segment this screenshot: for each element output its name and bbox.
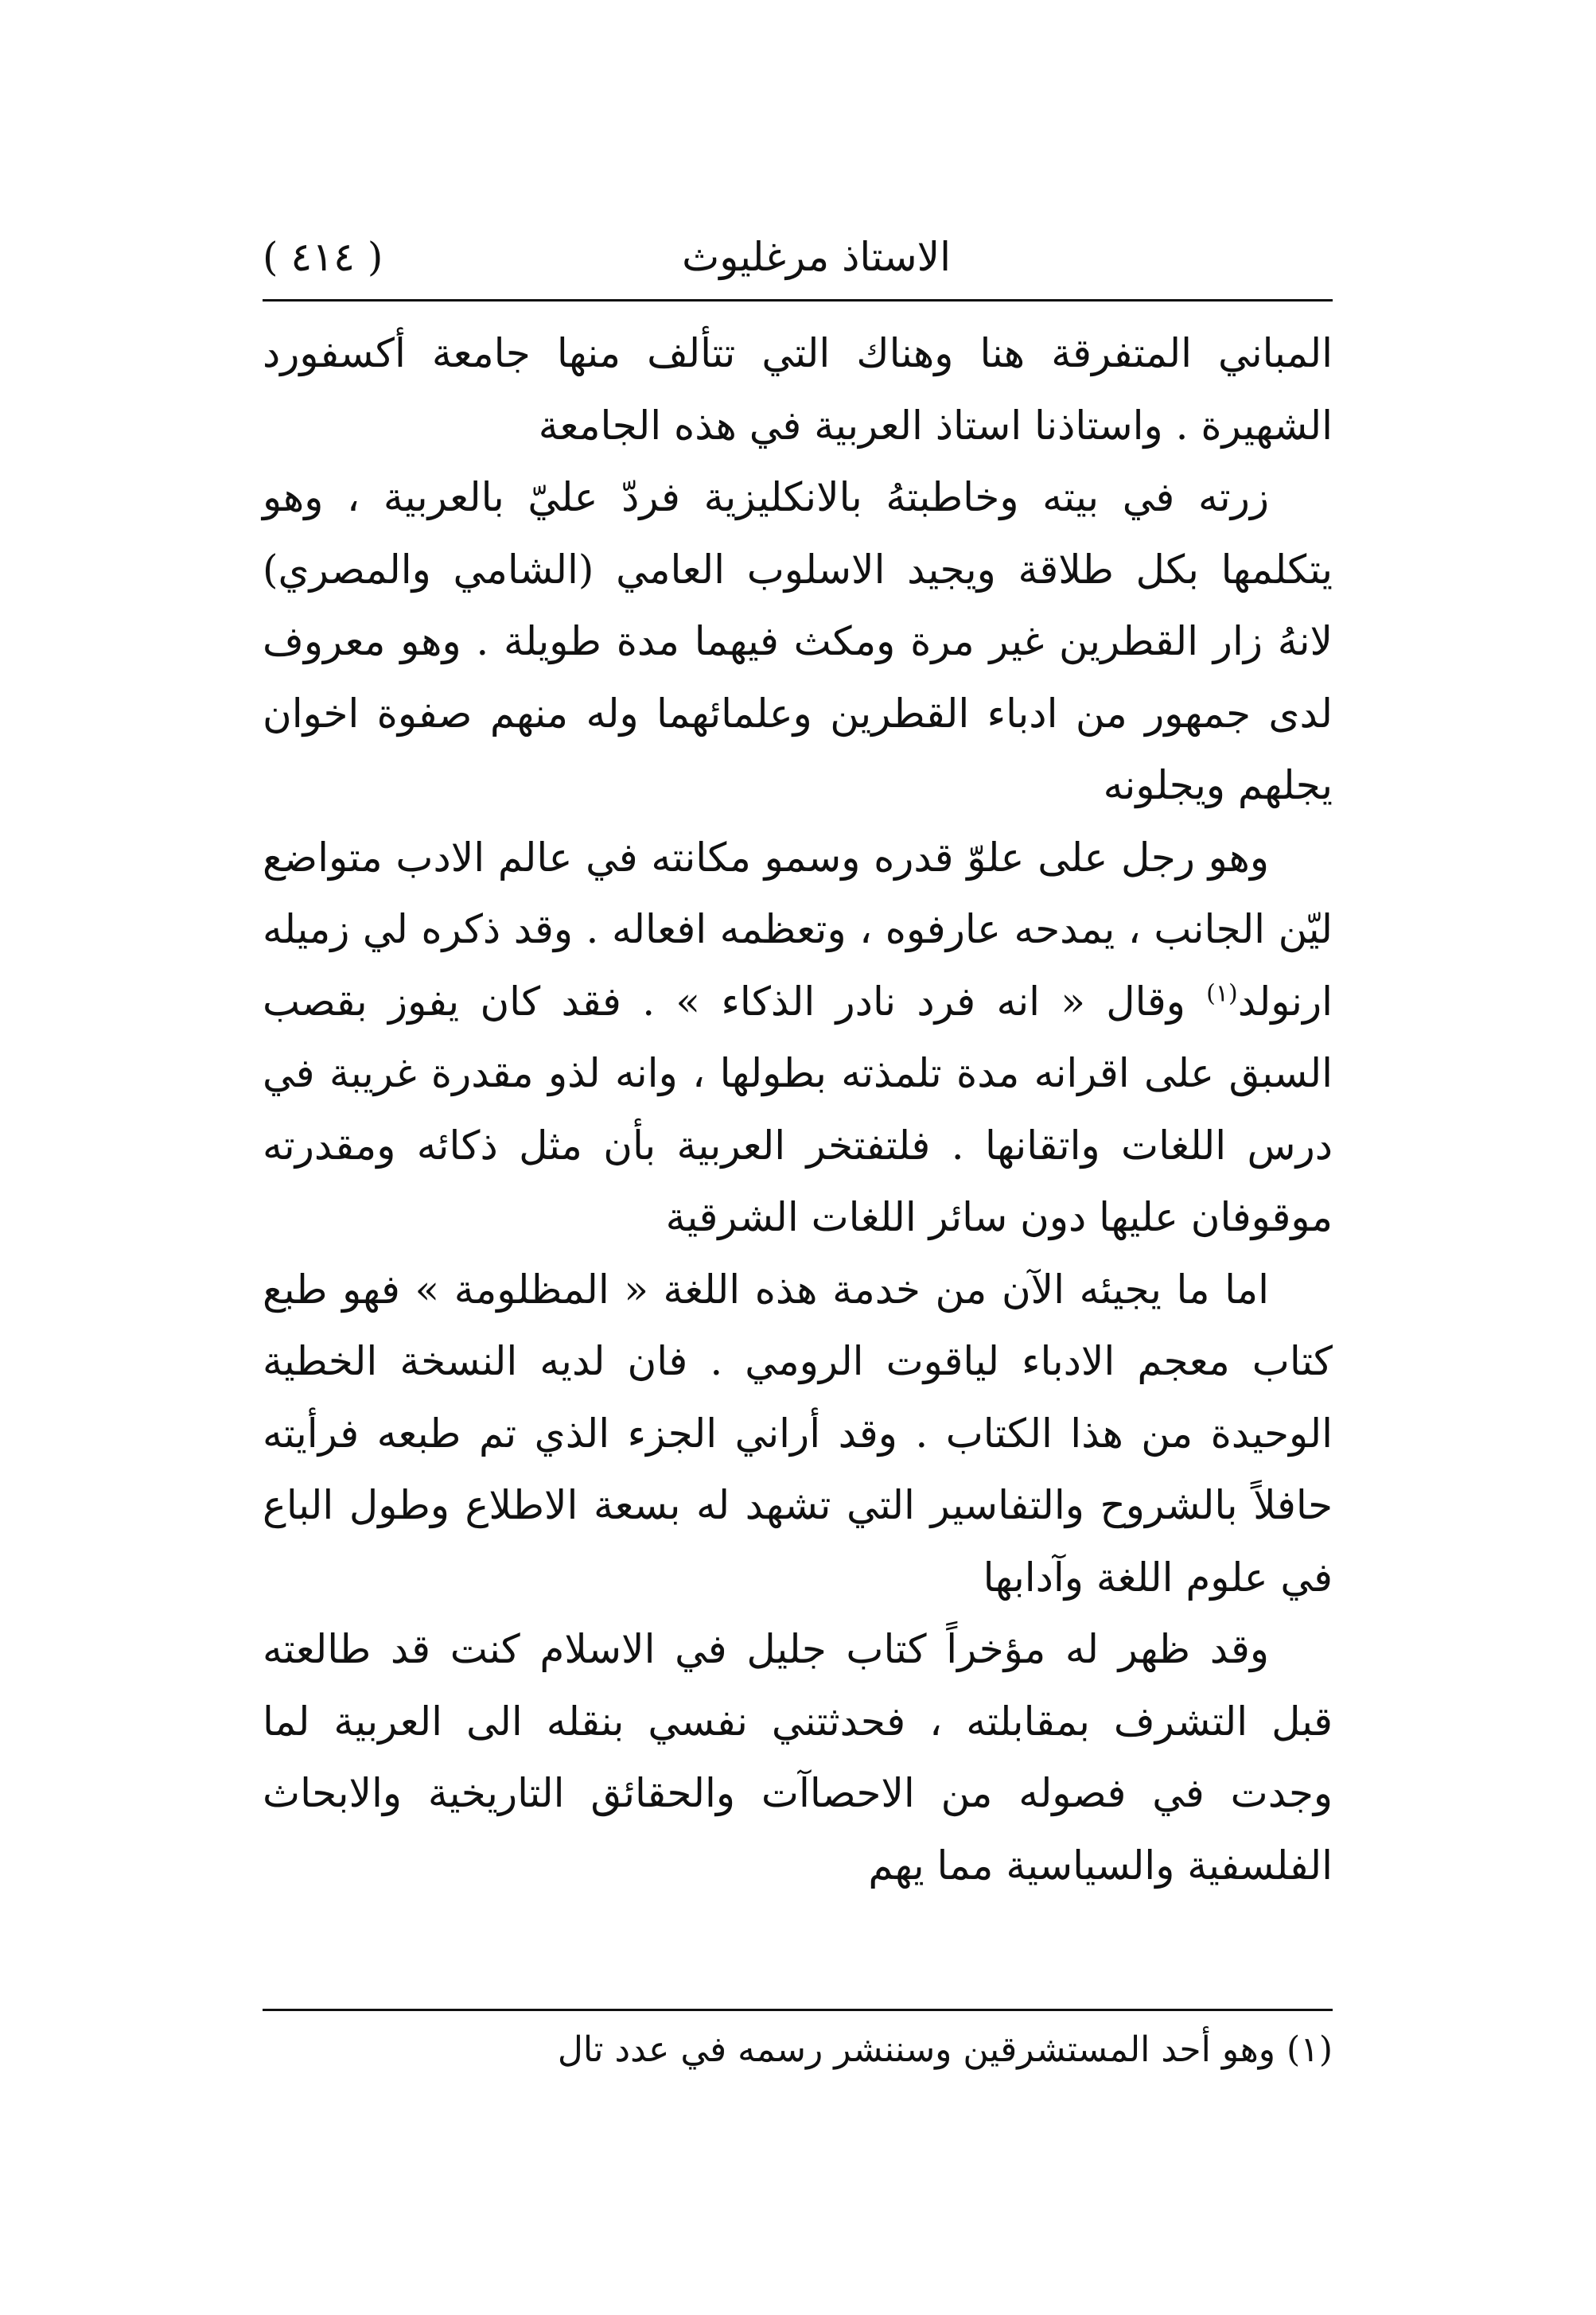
book-page <box>263 223 1333 2132</box>
footnote-reference-mark: (١) <box>1206 979 1238 1007</box>
running-title: الاستاذ مرغليوث <box>682 234 951 280</box>
paragraph-2: زرته في بيته وخاطبتهُ بالانكليزية فردّ عليّ بالعربية ، وهو يتكلمها بكل طلاقة ويجيد الاسلوب العامي (الشامي والمصري) لانهُ زار القطرين غير مرة ومكث فيهما مدة طويلة . وهو معروف لدى جمهور من ادباء القطرين وعلمائهما وله منهم صفوة اخوان يجلهم ويجلونه <box>263 474 1333 808</box>
paragraph-4: اما ما يجيئه الآن من خدمة هذه اللغة « المظلومة » فهو طبع كتاب معجم الادباء لياقوت الرومي . فان لديه النسخة الخطية الوحيدة من هذا الكتاب . وقد أراني الجزء الذي تم طبعه فرأيته حافلاً بالشروح والتفاسير التي تشهد له بسعة الاطلاع وطول الباع في علوم اللغة وآدابها <box>263 1266 1333 1601</box>
body-text <box>263 317 1333 1901</box>
paragraph-3 <box>263 822 1333 1254</box>
paragraph-3-part-1: وهو رجل على علوّ قدره وسمو مكانته في عالم الادب متواضع ليّن الجانب ، يمدحه عارفوه ، وتعظمه افعاله . وقد ذكره لي زميله ارنولد <box>263 834 1333 1025</box>
paragraph-5: وقد ظهر له مؤخراً كتاب جليل في الاسلام كنت قد طالعته قبل التشرف بمقابلته ، فحدثتني نفسي بنقله الى العربية لما وجدت في فصوله من الاحصاآت والحقائق التاريخية والابحاث الفلسفية والسياسية مما يهم <box>263 1626 1333 1889</box>
page-header <box>263 223 1333 302</box>
page-number: ( ٤١٤ ) <box>263 234 383 280</box>
paragraph-1: المباني المتفرقة هنا وهناك التي تتألف منها جامعة أكسفورد الشهيرة . واستاذنا استاذ العربية في هذه الجامعة <box>263 330 1333 449</box>
paragraph-3-part-2: وقال « انه فرد نادر الذكاء » . فقد كان يفوز بقصب السبق على اقرانه مدة تلمذته بطولها ، وانه لذو مقدرة غريبة في درس اللغات واتقانها . فلتفتخر العربية بأن مثل ذكائه ومقدرته موقوفان عليها دون سائر اللغات الشرقية <box>263 978 1333 1240</box>
footnote: (١) وهو أحد المستشرقين وسننشر رسمه في عدد تال <box>557 2029 1333 2070</box>
footnote-divider <box>263 2009 1333 2011</box>
